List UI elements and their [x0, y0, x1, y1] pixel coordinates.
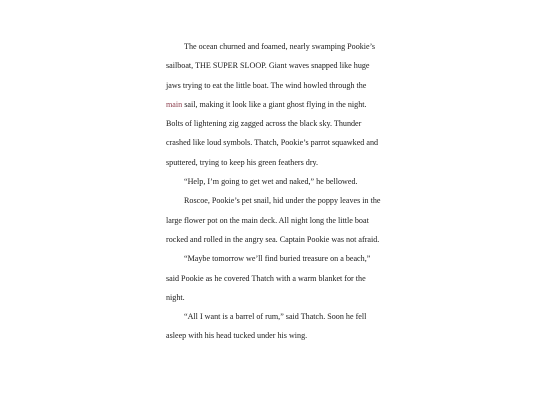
- story-line: “All I want is a barrel of rum,” said Thatch. Soon he fell: [184, 312, 367, 322]
- story-line: sailboat, THE SUPER SLOOP. Giant waves snapped like huge: [166, 61, 370, 71]
- story-line: The ocean churned and foamed, nearly swamping Pookie’s: [184, 42, 376, 51]
- story-line: sputtered, trying to keep his green feathers dry.: [166, 157, 319, 167]
- story-line: said Pookie as he covered Thatch with a warm blanket for the: [166, 273, 366, 283]
- highlighted-word: main: [166, 99, 183, 109]
- story-line: night.: [166, 292, 185, 302]
- story-line: crashed like loud symbols. Thatch, Pookie’s parrot squawked and: [166, 138, 379, 148]
- story-text: [166, 37, 398, 346]
- story-line: [166, 95, 398, 114]
- story-line: Bolts of lightening zig zagged across the black sky. Thunder: [166, 119, 362, 129]
- story-line: asleep with his head tucked under his wing.: [166, 331, 308, 341]
- story-line-rest: sail, making it look like a giant ghost flying in the night.: [182, 99, 367, 109]
- story-line: rocked and rolled in the angry sea. Captain Pookie was not afraid.: [166, 234, 380, 244]
- story-line: “Help, I’m going to get wet and naked,” he bellowed.: [184, 177, 358, 187]
- story-line: Roscoe, Pookie’s pet snail, hid under the poppy leaves in the: [184, 196, 381, 206]
- story-line: large flower pot on the main deck. All night long the little boat: [166, 215, 369, 225]
- story-line: “Maybe tomorrow we’ll find buried treasure on a beach,”: [184, 254, 371, 264]
- story-line: jaws trying to eat the little boat. The wind howled through the: [166, 80, 367, 90]
